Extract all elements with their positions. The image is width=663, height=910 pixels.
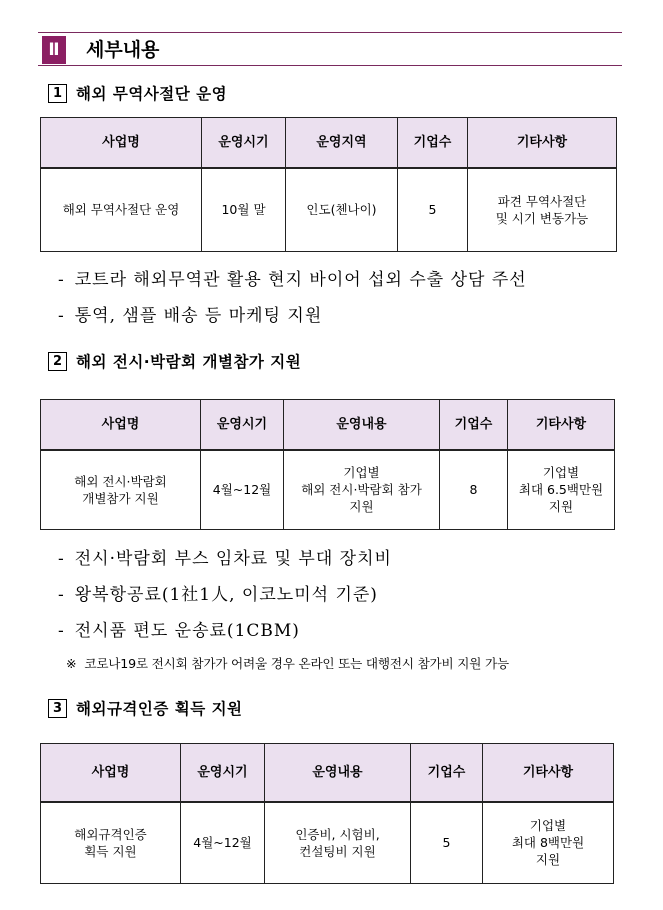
bullet-dash: -	[58, 585, 65, 605]
divider	[38, 65, 622, 66]
cell-line: 최대 8백만원	[511, 835, 585, 851]
cell-line: 기업별	[343, 465, 380, 481]
bullet-item	[58, 548, 392, 570]
column-header: 운영내용	[284, 400, 440, 450]
column-header: 기타사항	[468, 118, 617, 168]
bullet-item	[58, 305, 322, 327]
bullet-dash: -	[58, 621, 65, 641]
cell-period: 4월~12월	[201, 450, 284, 530]
column-header: 운영시기	[202, 118, 286, 168]
column-header: 기업수	[398, 118, 468, 168]
column-header: 사업명	[41, 744, 181, 802]
reference-mark: ※	[66, 656, 77, 671]
bullet-item	[58, 269, 527, 291]
table-row	[41, 168, 617, 252]
cell-region: 인도(첸나이)	[286, 168, 398, 252]
subsection-title: 해외 무역사절단 운영	[76, 85, 228, 103]
cell-etc	[468, 168, 617, 252]
cell-line: 해외 전시·박람회 참가	[301, 482, 422, 498]
cell-count: 8	[440, 450, 508, 530]
cell-line: 기업별	[542, 465, 580, 481]
cell-line: 파견 무역사절단	[497, 193, 587, 209]
bullet-text: 코트라 해외무역관 활용 현지 바이어 섭외 수출 상담 주선	[74, 270, 527, 290]
column-header: 기타사항	[508, 400, 615, 450]
column-header: 운영시기	[181, 744, 265, 802]
cell-line: 및 시기 변동가능	[495, 210, 589, 226]
subsection-1-header	[48, 82, 227, 104]
bullet-text: 전시품 편도 운송료(1CBM)	[74, 621, 300, 641]
cell-count: 5	[398, 168, 468, 252]
subsection-title: 해외규격인증 획득 지원	[76, 700, 243, 718]
table-header-row	[41, 744, 614, 802]
column-header: 기타사항	[483, 744, 614, 802]
subsection-number: 2	[48, 352, 67, 371]
cell-name	[41, 802, 181, 884]
subsection-number: 3	[48, 699, 67, 718]
column-header: 운영시기	[201, 400, 284, 450]
note-text: 코로나19로 전시회 참가가 어려울 경우 온라인 또는 대행전시 참가비 지원 가능	[84, 656, 509, 671]
bullet-text: 왕복항공료(1社1人, 이코노미석 기준)	[74, 585, 378, 605]
subsection-number: 1	[48, 84, 67, 103]
column-header: 기업수	[440, 400, 508, 450]
divider	[38, 32, 622, 33]
cell-line: 기업별	[529, 818, 567, 834]
table-header-row	[41, 118, 617, 168]
cell-line: 해외 전시·박람회	[74, 473, 167, 489]
bullet-dash: -	[58, 306, 65, 326]
section-title: 세부내용	[86, 39, 160, 61]
cell-etc	[483, 802, 614, 884]
table-exhibition	[40, 399, 615, 530]
table-row	[41, 450, 615, 530]
bullet-item	[58, 620, 300, 642]
bullet-item	[58, 584, 378, 606]
column-header: 운영내용	[265, 744, 411, 802]
cell-line: 개별참가 지원	[82, 490, 159, 506]
table-header-row	[41, 400, 615, 450]
cell-etc	[508, 450, 615, 530]
subsection-3-header	[48, 697, 243, 719]
section-number: Ⅱ	[42, 36, 66, 64]
cell-line: 인증비, 시험비,	[295, 826, 380, 842]
cell-count: 5	[411, 802, 483, 884]
cell-name	[41, 450, 201, 530]
bullet-dash: -	[58, 270, 65, 290]
table-certification	[40, 743, 614, 884]
column-header: 기업수	[411, 744, 483, 802]
cell-line: 컨설팅비 지원	[299, 843, 376, 859]
section-header	[38, 32, 622, 68]
column-header: 사업명	[41, 400, 201, 450]
subsection-title: 해외 전시·박람회 개별참가 지원	[76, 353, 302, 371]
column-header: 사업명	[41, 118, 202, 168]
table-trade-mission	[40, 117, 617, 252]
subsection-2-header	[48, 350, 301, 372]
column-header: 운영지역	[286, 118, 398, 168]
note	[66, 655, 509, 673]
cell-period: 10월 말	[202, 168, 286, 252]
cell-content	[265, 802, 411, 884]
table-row	[41, 802, 614, 884]
bullet-text: 전시·박람회 부스 임차료 및 부대 장치비	[74, 549, 392, 569]
cell-line: 최대 6.5백만원	[518, 482, 604, 498]
cell-line: 지원	[349, 499, 374, 515]
bullet-text: 통역, 샘플 배송 등 마케팅 지원	[74, 306, 323, 326]
cell-name: 해외 무역사절단 운영	[41, 168, 202, 252]
cell-period: 4월~12월	[181, 802, 265, 884]
cell-line: 획득 지원	[84, 843, 137, 859]
cell-line: 지원	[535, 852, 561, 868]
cell-line: 해외규격인증	[74, 826, 147, 842]
cell-content	[284, 450, 440, 530]
bullet-dash: -	[58, 549, 65, 569]
cell-line: 지원	[548, 499, 574, 515]
